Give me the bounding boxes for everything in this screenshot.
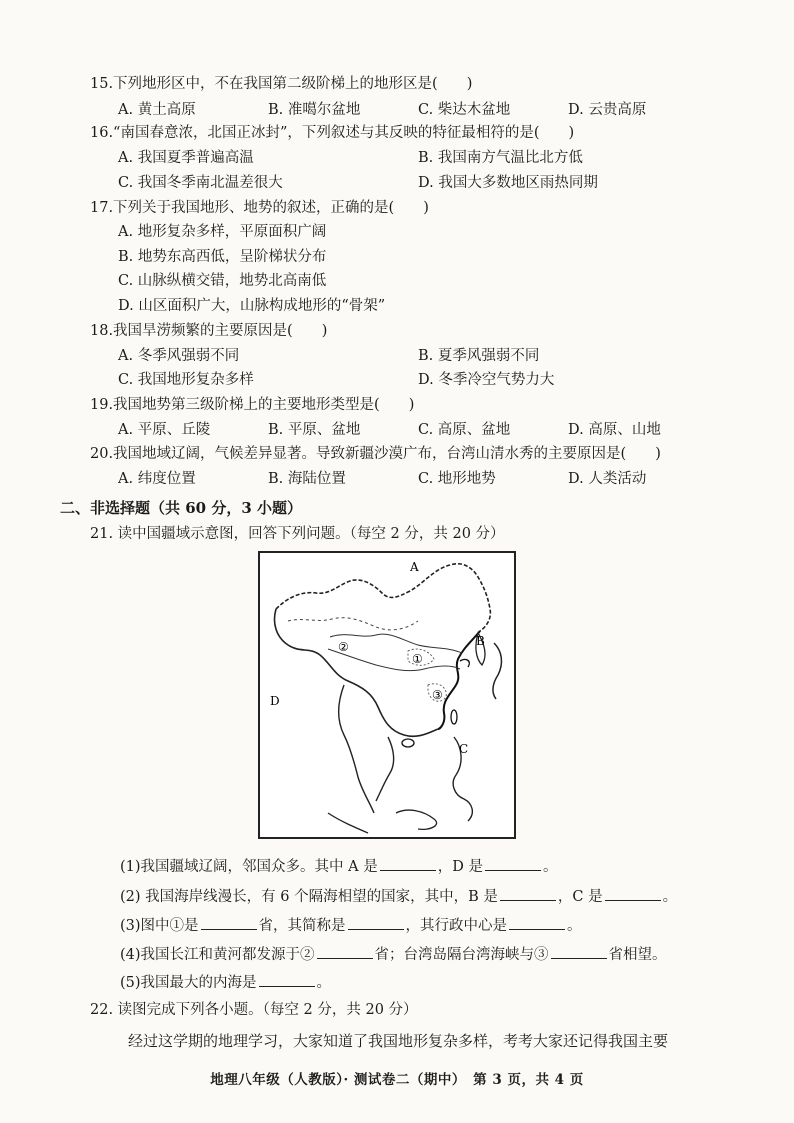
answer-blank-province-3[interactable] xyxy=(551,944,607,959)
question-17-option-d: D. 山区面积广大，山脉构成地形的“骨架” xyxy=(118,298,386,314)
china-territory-map xyxy=(258,551,516,839)
question-16-option-d: D. 我国大多数地区雨热同期 xyxy=(418,175,598,191)
question-22-text: 经过这学期的地理学习，大家知道了我国地形复杂多样，考考大家还记得我国主要 xyxy=(128,1032,669,1050)
question-20-stem: 20.我国地域辽阔，气候差异显著。导致新疆沙漠广布，台湾山清水秀的主要原因是( ) xyxy=(90,446,661,462)
question-21-part-5: (5)我国最大的内海是 。 xyxy=(120,972,331,993)
answer-blank-b[interactable] xyxy=(500,886,556,901)
question-21-stem: 21. 读中国疆域示意图，回答下列问题。（每空 2 分，共 20 分） xyxy=(90,526,505,542)
page-footer: 地理八年级（人教版）· 测试卷二（期中） 第 3 页，共 4 页 xyxy=(210,1072,584,1088)
question-16-option-c: C. 我国冬季南北温差很大 xyxy=(118,175,283,191)
question-21-part-3: (3)图中①是 省，其简称是 ，其行政中心是 。 xyxy=(120,915,582,936)
question-16-stem: 16.“南国春意浓，北国正冰封”，下列叙述与其反映的特征最相符的是( ) xyxy=(90,125,575,141)
question-18-option-b: B. 夏季风强弱不同 xyxy=(418,348,540,364)
map-label-c: C xyxy=(459,742,469,756)
question-17-option-a: A. 地形复杂多样，平原面积广阔 xyxy=(118,224,327,240)
question-18-option-d: D. 冬季冷空气势力大 xyxy=(418,372,555,388)
question-19-stem: 19.我国地势第三级阶梯上的主要地形类型是( ) xyxy=(90,397,415,413)
question-15-option-c: C. 柴达木盆地 xyxy=(418,102,511,118)
question-17-option-c: C. 山脉纵横交错，地势北高南低 xyxy=(118,273,327,289)
map-label-1: ① xyxy=(412,652,423,666)
question-19-option-a: A. 平原、丘陵 xyxy=(118,422,211,438)
answer-blank-capital[interactable] xyxy=(509,915,565,930)
answer-blank-inland-sea[interactable] xyxy=(259,972,315,987)
question-20-option-c: C. 地形地势 xyxy=(418,471,496,487)
question-16-option-a: A. 我国夏季普遍高温 xyxy=(118,150,254,166)
map-label-2: ② xyxy=(338,640,349,654)
map-label-d: D xyxy=(270,694,280,708)
question-18-stem: 18.我国旱涝频繁的主要原因是( ) xyxy=(90,323,328,339)
question-20-option-b: B. 海陆位置 xyxy=(268,471,346,487)
map-label-a: A xyxy=(410,560,419,574)
question-18-option-c: C. 我国地形复杂多样 xyxy=(118,372,254,388)
question-17-stem: 17.下列关于我国地形、地势的叙述，正确的是( ) xyxy=(90,200,429,216)
answer-blank-c[interactable] xyxy=(605,886,661,901)
question-15-option-b: B. 准噶尔盆地 xyxy=(268,102,361,118)
question-21-part-1: (1)我国疆域辽阔，邻国众多。其中 A 是 ，D 是 。 xyxy=(120,856,557,877)
section-2-title: 二、非选择题（共 60 分，3 小题） xyxy=(60,499,302,517)
question-19-option-d: D. 高原、山地 xyxy=(568,422,661,438)
question-20-option-a: A. 纬度位置 xyxy=(118,471,196,487)
question-18-option-a: A. 冬季风强弱不同 xyxy=(118,348,240,364)
question-16-option-b: B. 我国南方气温比北方低 xyxy=(418,150,583,166)
answer-blank-d[interactable] xyxy=(485,856,541,871)
question-19-option-b: B. 平原、盆地 xyxy=(268,422,361,438)
question-19-option-c: C. 高原、盆地 xyxy=(418,422,511,438)
question-15-option-d: D. 云贵高原 xyxy=(568,102,647,118)
question-15-stem: 15.下列地形区中，不在我国第二级阶梯上的地形区是( ) xyxy=(90,76,473,92)
question-21-part-2: (2) 我国海岸线漫长，有 6 个隔海相望的国家，其中，B 是 ，C 是 。 xyxy=(120,886,677,907)
answer-blank-abbreviation[interactable] xyxy=(348,915,404,930)
question-15-option-a: A. 黄土高原 xyxy=(118,102,196,118)
question-22-stem: 22. 读图完成下列各小题。（每空 2 分，共 20 分） xyxy=(90,1002,418,1018)
answer-blank-a[interactable] xyxy=(380,856,436,871)
question-20-option-d: D. 人类活动 xyxy=(568,471,647,487)
map-label-3: ③ xyxy=(432,688,443,702)
question-17-option-b: B. 地势东高西低，呈阶梯状分布 xyxy=(118,249,327,265)
question-21-part-4: (4)我国长江和黄河都发源于② 省；台湾岛隔台湾海峡与③ 省相望。 xyxy=(120,944,667,965)
map-label-b: B xyxy=(476,634,485,648)
answer-blank-province-2[interactable] xyxy=(317,944,373,959)
answer-blank-province-1[interactable] xyxy=(201,915,257,930)
